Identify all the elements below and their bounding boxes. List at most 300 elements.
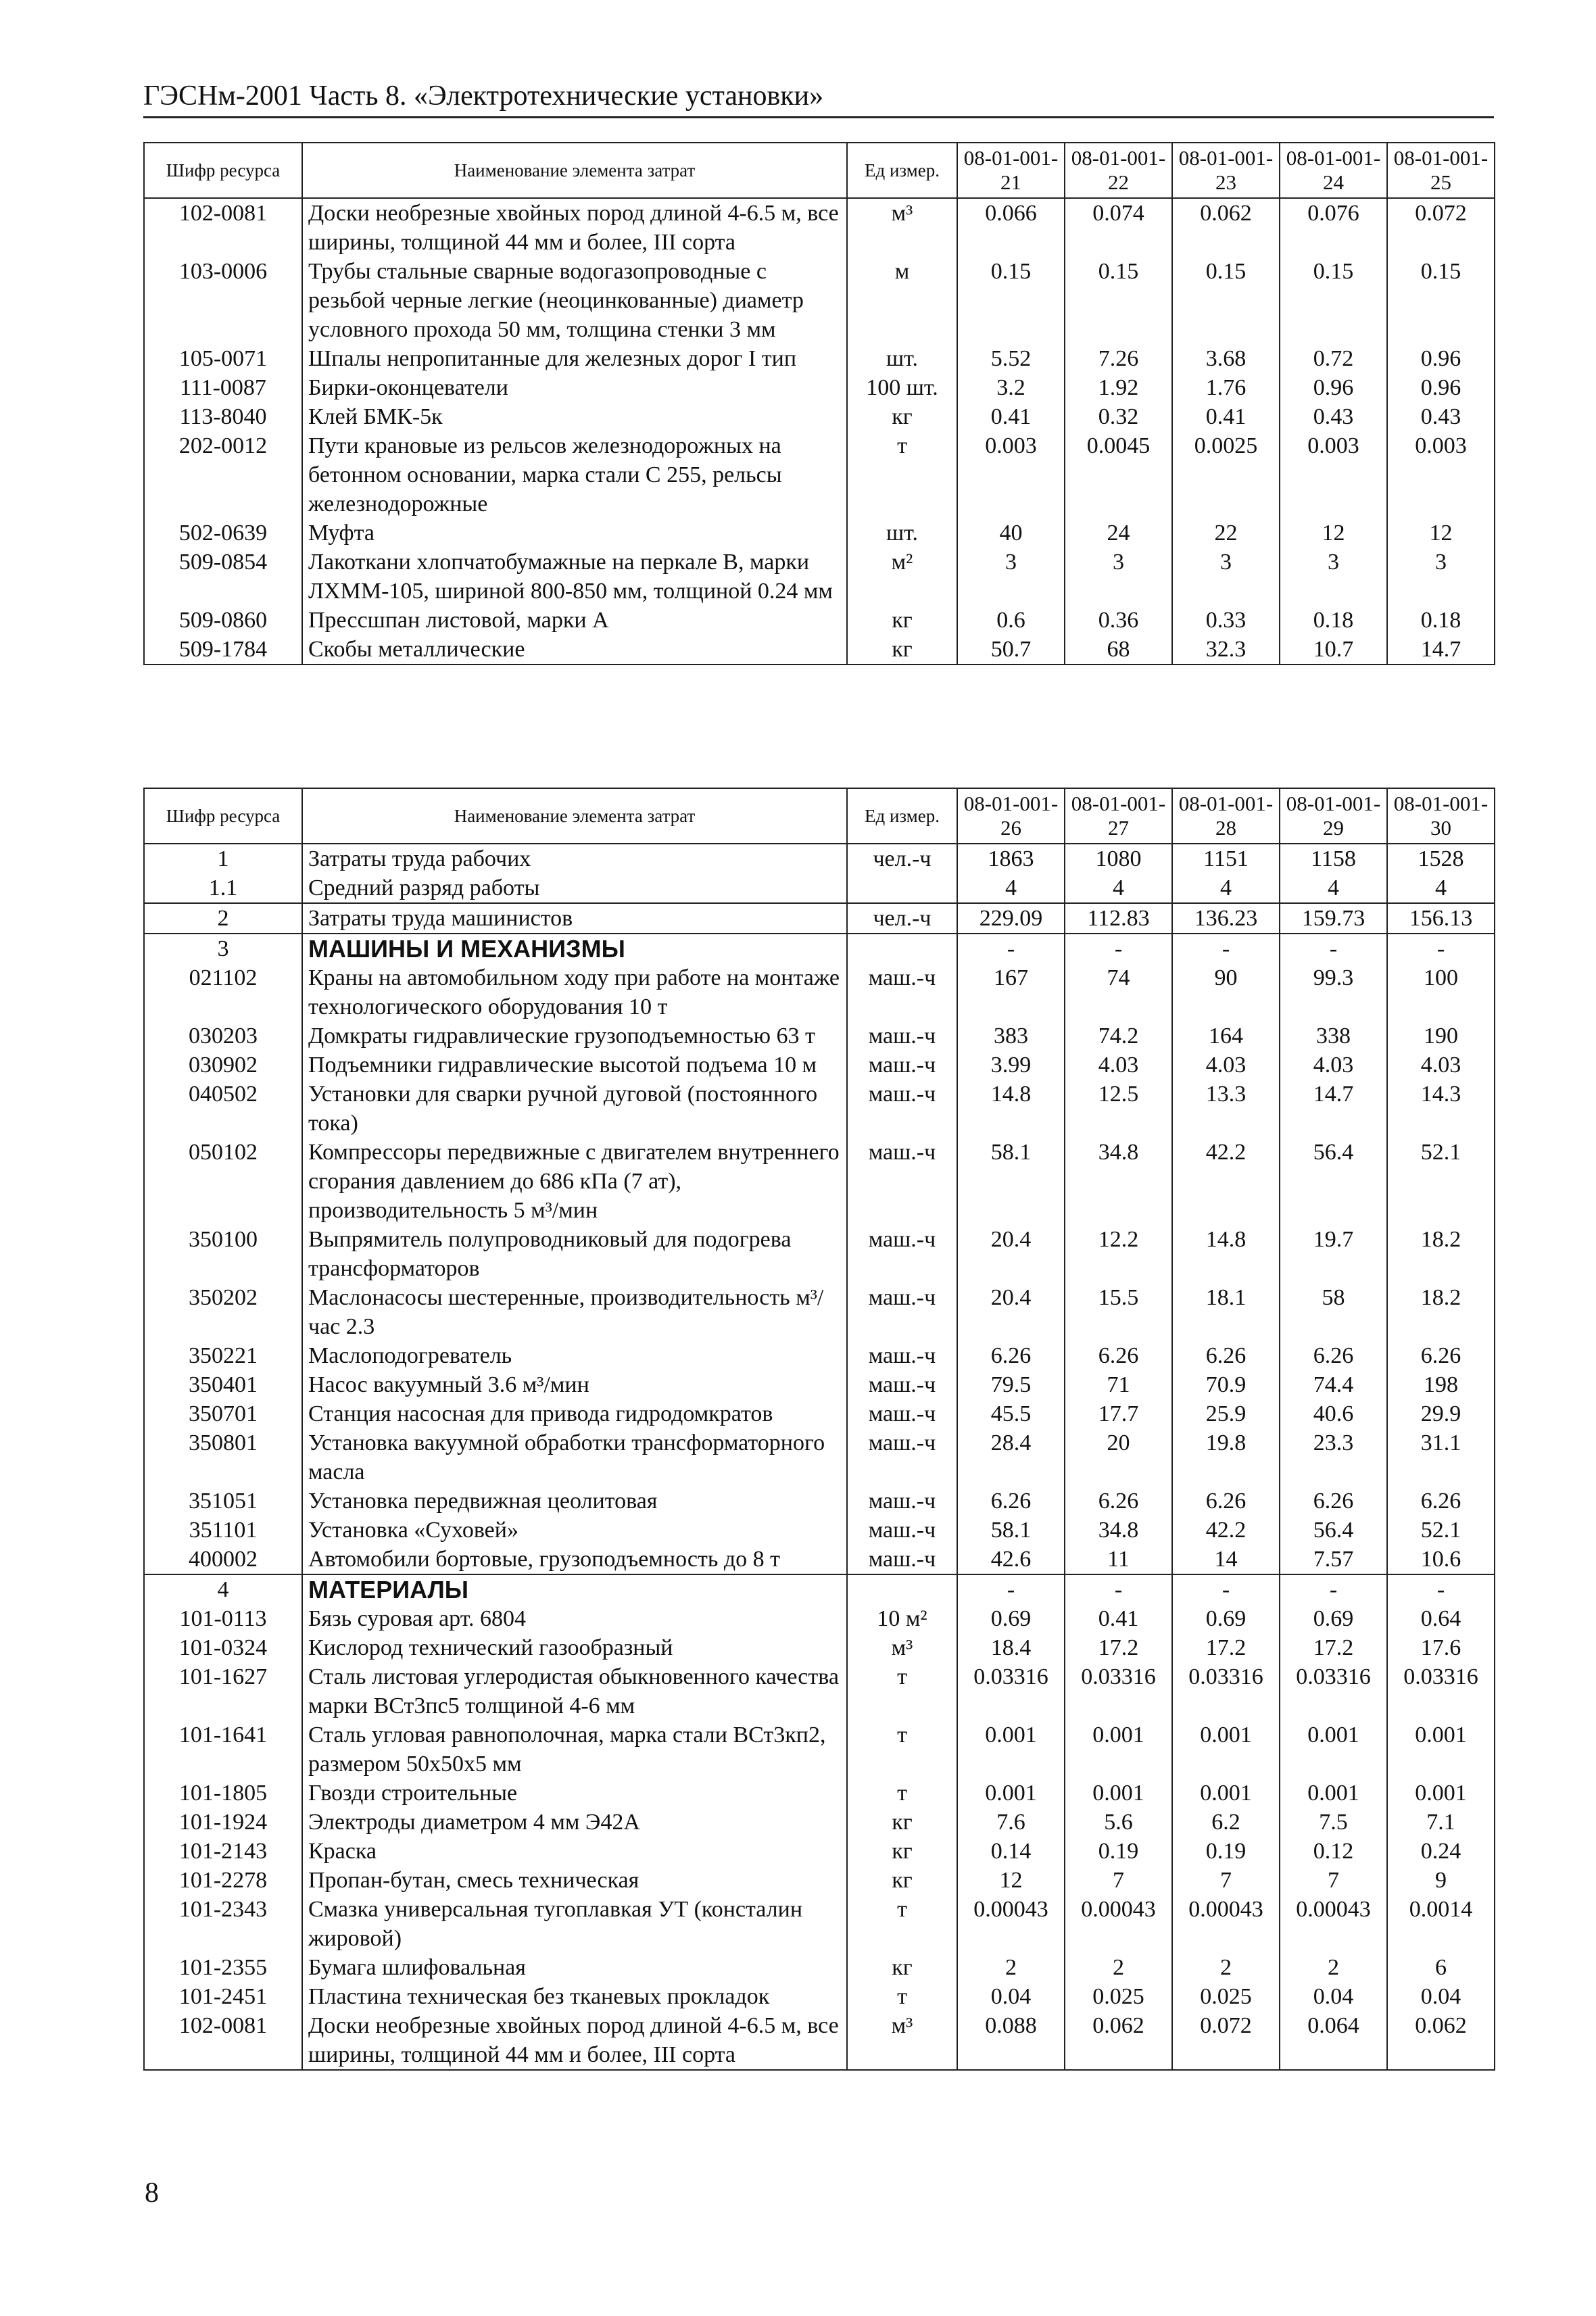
norm-value: 4 <box>957 873 1065 903</box>
resource-code: 202-0012 <box>144 431 302 518</box>
col-header-norm: 08-01-001-27 <box>1065 788 1172 844</box>
norm-value: 0.001 <box>1065 1720 1172 1779</box>
resource-name: Пути крановые из рельсов железнодорожных на бетонном основании, марка стали С 255, рельсы железнодорожные <box>302 431 847 518</box>
table-row <box>144 198 1495 257</box>
norm-value: 0.04 <box>1387 1982 1495 2011</box>
table-row <box>144 1225 1495 1283</box>
norm-value: 0.076 <box>1280 198 1387 257</box>
resource-name: Компрессоры передвижные с двигателем внутреннего сгорания давлением до 686 кПа (7 ат), производительность 5 м³/мин <box>302 1138 847 1225</box>
table-row <box>144 1779 1495 1808</box>
norm-value: 58.1 <box>957 1138 1065 1225</box>
resource-code: 350401 <box>144 1370 302 1399</box>
resource-unit: маш.-ч <box>847 1080 957 1138</box>
norm-value: 22 <box>1172 518 1280 548</box>
norm-value: 1.92 <box>1065 373 1172 402</box>
norm-value: 18.1 <box>1172 1283 1280 1341</box>
resource-name: МАШИНЫ И МЕХАНИЗМЫ <box>302 934 847 963</box>
page-header: ГЭСНм-2001 Часть 8. «Электротехнические установки» <box>143 80 1494 118</box>
resource-name: Автомобили бортовые, грузоподъемность до 8 т <box>302 1545 847 1574</box>
norm-value: 338 <box>1280 1021 1387 1051</box>
norm-value: 0.15 <box>1065 257 1172 344</box>
norm-value: 74.2 <box>1065 1021 1172 1051</box>
norm-value: 0.41 <box>1065 1604 1172 1633</box>
norm-value: 0.04 <box>957 1982 1065 2011</box>
norm-value: 229.09 <box>957 903 1065 934</box>
norm-value: 6.26 <box>1172 1341 1280 1370</box>
norm-value: 4 <box>1172 873 1280 903</box>
table-row <box>144 635 1495 665</box>
norm-value: 0.03316 <box>957 1662 1065 1720</box>
table-row <box>144 1341 1495 1370</box>
norm-value: 198 <box>1387 1370 1495 1399</box>
norm-value: 0.03316 <box>1065 1662 1172 1720</box>
table-row <box>144 963 1495 1021</box>
norm-value: 79.5 <box>957 1370 1065 1399</box>
norm-value: 0.64 <box>1387 1604 1495 1633</box>
norm-value: 7.26 <box>1065 344 1172 373</box>
norm-value: 68 <box>1065 635 1172 665</box>
norm-value: 0.025 <box>1065 1982 1172 2011</box>
norm-value: - <box>957 934 1065 963</box>
resource-unit: м³ <box>847 1633 957 1662</box>
norm-value: 3 <box>957 548 1065 606</box>
resource-name: МАТЕРИАЛЫ <box>302 1574 847 1604</box>
resource-name: Краны на автомобильном ходу при работе на монтаже технологического оборудования 10 т <box>302 963 847 1021</box>
norm-value: 0.15 <box>1387 257 1495 344</box>
norm-value: 2 <box>1172 1953 1280 1982</box>
norm-value: 0.074 <box>1065 198 1172 257</box>
norm-value: 90 <box>1172 963 1280 1021</box>
norm-value: 0.001 <box>1387 1720 1495 1779</box>
norm-value: - <box>1280 1574 1387 1604</box>
resource-name: Сталь листовая углеродистая обыкновенного качества марки ВСт3пс5 толщиной 4-6 мм <box>302 1662 847 1720</box>
norm-value: 32.3 <box>1172 635 1280 665</box>
norm-value: 3 <box>1172 548 1280 606</box>
resource-name: Насос вакуумный 3.6 м³/мин <box>302 1370 847 1399</box>
norm-value: 0.36 <box>1065 606 1172 635</box>
norm-value: 1528 <box>1387 844 1495 873</box>
norm-value: 0.001 <box>1065 1779 1172 1808</box>
norm-value: 31.1 <box>1387 1428 1495 1487</box>
resource-unit: т <box>847 1982 957 2011</box>
norm-value: 167 <box>957 963 1065 1021</box>
norm-value: 0.18 <box>1280 606 1387 635</box>
resource-unit <box>847 873 957 903</box>
resource-name: Маслонасосы шестеренные, производительность м³/час 2.3 <box>302 1283 847 1341</box>
resource-unit: маш.-ч <box>847 1138 957 1225</box>
resource-unit: маш.-ч <box>847 1516 957 1545</box>
resource-name: Установка «Суховей» <box>302 1516 847 1545</box>
resource-unit: маш.-ч <box>847 1487 957 1516</box>
norm-value: 0.001 <box>1280 1720 1387 1779</box>
resource-unit: маш.-ч <box>847 1370 957 1399</box>
norm-value: 0.41 <box>1172 402 1280 431</box>
norm-value: 0.00043 <box>1280 1895 1387 1953</box>
norm-value: 17.6 <box>1387 1633 1495 1662</box>
norm-value: 159.73 <box>1280 903 1387 934</box>
resource-name: Доски необрезные хвойных пород длиной 4-6.5 м, все ширины, толщиной 44 мм и более, III сорта <box>302 198 847 257</box>
resource-name: Муфта <box>302 518 847 548</box>
norm-value: 1151 <box>1172 844 1280 873</box>
col-header-code: Шифр ресурса <box>144 143 302 198</box>
norm-value: 4.03 <box>1065 1051 1172 1080</box>
resource-unit: м³ <box>847 198 957 257</box>
norm-value: 0.15 <box>1280 257 1387 344</box>
resource-unit: маш.-ч <box>847 1341 957 1370</box>
norm-value: 42.2 <box>1172 1516 1280 1545</box>
resource-code: 111-0087 <box>144 373 302 402</box>
resource-code: 509-0860 <box>144 606 302 635</box>
resource-name: Маслоподогреватель <box>302 1341 847 1370</box>
resource-unit: шт. <box>847 344 957 373</box>
norm-value: 0.04 <box>1280 1982 1387 2011</box>
norm-value: 42.2 <box>1172 1138 1280 1225</box>
norm-value: 52.1 <box>1387 1516 1495 1545</box>
norm-value: 383 <box>957 1021 1065 1051</box>
resource-name: Станция насосная для привода гидродомкратов <box>302 1399 847 1428</box>
resource-code: 350202 <box>144 1283 302 1341</box>
norm-value: 17.2 <box>1280 1633 1387 1662</box>
resource-unit: кг <box>847 635 957 665</box>
norm-value: 0.19 <box>1065 1837 1172 1866</box>
col-header-norm: 08-01-001-23 <box>1172 143 1280 198</box>
norm-value: 0.43 <box>1280 402 1387 431</box>
norm-value: 0.03316 <box>1172 1662 1280 1720</box>
norm-value: 0.19 <box>1172 1837 1280 1866</box>
table-row <box>144 1720 1495 1779</box>
col-header-norm: 08-01-001-22 <box>1065 143 1172 198</box>
table-row <box>144 344 1495 373</box>
norm-value: 100 <box>1387 963 1495 1021</box>
norm-value: 6.26 <box>1280 1341 1387 1370</box>
table-header-row <box>144 143 1495 198</box>
col-header-unit: Ед измер. <box>847 143 957 198</box>
resource-unit <box>847 934 957 963</box>
col-header-name: Наименование элемента затрат <box>302 788 847 844</box>
norm-value: - <box>1065 934 1172 963</box>
norm-value: 19.8 <box>1172 1428 1280 1487</box>
norm-value: 0.064 <box>1280 2011 1387 2070</box>
resource-code: 101-1627 <box>144 1662 302 1720</box>
resource-code: 030203 <box>144 1021 302 1051</box>
resource-unit: м² <box>847 548 957 606</box>
norm-value: 0.03316 <box>1280 1662 1387 1720</box>
norm-value: - <box>1172 1574 1280 1604</box>
resource-code: 101-2278 <box>144 1866 302 1895</box>
resource-code: 050102 <box>144 1138 302 1225</box>
resource-unit: маш.-ч <box>847 1283 957 1341</box>
norm-value: 7 <box>1065 1866 1172 1895</box>
table-row <box>144 1808 1495 1837</box>
table-row <box>144 1487 1495 1516</box>
resource-code: 101-2343 <box>144 1895 302 1953</box>
norm-value: 58 <box>1280 1283 1387 1341</box>
norm-value: 40 <box>957 518 1065 548</box>
norm-value: 0.96 <box>1387 344 1495 373</box>
resource-unit: шт. <box>847 518 957 548</box>
norm-value: 12.2 <box>1065 1225 1172 1283</box>
col-header-name: Наименование элемента затрат <box>302 143 847 198</box>
norm-value: 112.83 <box>1065 903 1172 934</box>
resource-unit: кг <box>847 1953 957 1982</box>
resource-unit: маш.-ч <box>847 1428 957 1487</box>
norm-value: 50.7 <box>957 635 1065 665</box>
norm-value: 14.7 <box>1280 1080 1387 1138</box>
norm-value: 12 <box>1387 518 1495 548</box>
table-row <box>144 1428 1495 1487</box>
table-row <box>144 606 1495 635</box>
table-row <box>144 1080 1495 1138</box>
resource-unit: маш.-ч <box>847 963 957 1021</box>
norm-value: 25.9 <box>1172 1399 1280 1428</box>
norm-value: 190 <box>1387 1021 1495 1051</box>
norm-value: 0.003 <box>1387 431 1495 518</box>
resource-table-1 <box>143 142 1495 665</box>
resource-name: Кислород технический газообразный <box>302 1633 847 1662</box>
resource-unit: маш.-ч <box>847 1021 957 1051</box>
table-row <box>144 844 1495 873</box>
norm-value: 20 <box>1065 1428 1172 1487</box>
resource-name: Бирки-оконцеватели <box>302 373 847 402</box>
norm-value: 9 <box>1387 1866 1495 1895</box>
resource-code: 1 <box>144 844 302 873</box>
section-row <box>144 934 1495 963</box>
norm-value: 0.0045 <box>1065 431 1172 518</box>
table-row <box>144 548 1495 606</box>
norm-value: 0.001 <box>957 1720 1065 1779</box>
norm-value: 12 <box>957 1866 1065 1895</box>
norm-value: 4 <box>1387 873 1495 903</box>
norm-value: 0.0014 <box>1387 1895 1495 1953</box>
table-header-row <box>144 788 1495 844</box>
norm-value: 71 <box>1065 1370 1172 1399</box>
norm-value: 6.26 <box>1387 1341 1495 1370</box>
resource-name: Бязь суровая арт. 6804 <box>302 1604 847 1633</box>
norm-value: 0.14 <box>957 1837 1065 1866</box>
norm-value: 0.32 <box>1065 402 1172 431</box>
norm-value: 4.03 <box>1172 1051 1280 1080</box>
resource-code: 351051 <box>144 1487 302 1516</box>
resource-unit: маш.-ч <box>847 1399 957 1428</box>
norm-value: 0.00043 <box>1065 1895 1172 1953</box>
resource-name: Затраты труда машинистов <box>302 903 847 934</box>
resource-code: 101-2451 <box>144 1982 302 2011</box>
norm-value: 34.8 <box>1065 1516 1172 1545</box>
norm-value: 3 <box>1065 548 1172 606</box>
norm-value: 4 <box>1280 873 1387 903</box>
resource-unit: т <box>847 1662 957 1720</box>
table-row <box>144 873 1495 903</box>
norm-value: 0.15 <box>1172 257 1280 344</box>
resource-code: 2 <box>144 903 302 934</box>
resource-unit <box>847 1574 957 1604</box>
norm-value: 0.066 <box>957 198 1065 257</box>
table-row <box>144 431 1495 518</box>
resource-name: Установки для сварки ручной дуговой (постоянного тока) <box>302 1080 847 1138</box>
norm-value: 6.26 <box>957 1487 1065 1516</box>
resource-name: Затраты труда рабочих <box>302 844 847 873</box>
norm-value: 7.5 <box>1280 1808 1387 1837</box>
norm-value: - <box>1065 1574 1172 1604</box>
norm-value: 156.13 <box>1387 903 1495 934</box>
resource-unit: кг <box>847 1837 957 1866</box>
resource-code: 350701 <box>144 1399 302 1428</box>
resource-unit: маш.-ч <box>847 1051 957 1080</box>
resource-name: Шпалы непропитанные для железных дорог I тип <box>302 344 847 373</box>
col-header-norm: 08-01-001-29 <box>1280 788 1387 844</box>
norm-value: 56.4 <box>1280 1138 1387 1225</box>
norm-value: 12.5 <box>1065 1080 1172 1138</box>
resource-name: Выпрямитель полупроводниковый для подогрева трансформаторов <box>302 1225 847 1283</box>
table-row <box>144 1866 1495 1895</box>
table-row <box>144 2011 1495 2070</box>
norm-value: 0.001 <box>1172 1779 1280 1808</box>
norm-value: 13.3 <box>1172 1080 1280 1138</box>
norm-value: 0.072 <box>1172 2011 1280 2070</box>
norm-value: 0.33 <box>1172 606 1280 635</box>
norm-value: 34.8 <box>1065 1138 1172 1225</box>
resource-code: 105-0071 <box>144 344 302 373</box>
norm-value: 70.9 <box>1172 1370 1280 1399</box>
norm-value: 3 <box>1387 548 1495 606</box>
resource-code: 350221 <box>144 1341 302 1370</box>
norm-value: 0.96 <box>1387 373 1495 402</box>
col-header-norm: 08-01-001-28 <box>1172 788 1280 844</box>
resource-code: 351101 <box>144 1516 302 1545</box>
resource-name: Пластина техническая без тканевых прокладок <box>302 1982 847 2011</box>
norm-value: 0.062 <box>1065 2011 1172 2070</box>
page-number: 8 <box>145 2177 159 2209</box>
norm-value: 23.3 <box>1280 1428 1387 1487</box>
norm-value: 164 <box>1172 1021 1280 1051</box>
norm-value: 0.001 <box>1387 1779 1495 1808</box>
norm-value: 17.7 <box>1065 1399 1172 1428</box>
norm-value: 0.072 <box>1387 198 1495 257</box>
resource-unit: м <box>847 257 957 344</box>
norm-value: 7.57 <box>1280 1545 1387 1574</box>
resource-unit: 100 шт. <box>847 373 957 402</box>
norm-value: - <box>1172 934 1280 963</box>
table-row <box>144 1837 1495 1866</box>
norm-value: 6.26 <box>1387 1487 1495 1516</box>
norm-value: 1863 <box>957 844 1065 873</box>
norm-value: 28.4 <box>957 1428 1065 1487</box>
table-row <box>144 1662 1495 1720</box>
col-header-norm: 08-01-001-25 <box>1387 143 1495 198</box>
resource-code: 3 <box>144 934 302 963</box>
resource-code: 030902 <box>144 1051 302 1080</box>
resource-name: Гвозди строительные <box>302 1779 847 1808</box>
norm-value: 0.062 <box>1387 2011 1495 2070</box>
norm-value: 14.7 <box>1387 635 1495 665</box>
norm-value: 6 <box>1387 1953 1495 1982</box>
resource-name: Пропан-бутан, смесь техническая <box>302 1866 847 1895</box>
resource-code: 350801 <box>144 1428 302 1487</box>
norm-value: 18.2 <box>1387 1225 1495 1283</box>
table-row <box>144 518 1495 548</box>
col-header-norm: 08-01-001-30 <box>1387 788 1495 844</box>
resource-unit: кг <box>847 1866 957 1895</box>
col-header-norm: 08-01-001-26 <box>957 788 1065 844</box>
resource-code: 040502 <box>144 1080 302 1138</box>
resource-unit: т <box>847 1720 957 1779</box>
norm-value: 14.3 <box>1387 1080 1495 1138</box>
resource-name: Установка вакуумной обработки трансформаторного масла <box>302 1428 847 1487</box>
norm-value: 29.9 <box>1387 1399 1495 1428</box>
norm-value: 6.26 <box>1280 1487 1387 1516</box>
resource-name: Электроды диаметром 4 мм Э42А <box>302 1808 847 1837</box>
norm-value: 6.26 <box>1065 1341 1172 1370</box>
norm-value: 0.18 <box>1387 606 1495 635</box>
norm-value: 45.5 <box>957 1399 1065 1428</box>
norm-value: 20.4 <box>957 1283 1065 1341</box>
col-header-unit: Ед измер. <box>847 788 957 844</box>
norm-value: 6.26 <box>957 1341 1065 1370</box>
norm-value: 11 <box>1065 1545 1172 1574</box>
norm-value: 74.4 <box>1280 1370 1387 1399</box>
resource-unit: кг <box>847 402 957 431</box>
norm-value: 0.00043 <box>957 1895 1065 1953</box>
col-header-code: Шифр ресурса <box>144 788 302 844</box>
resource-unit: кг <box>847 1808 957 1837</box>
resource-name: Бумага шлифовальная <box>302 1953 847 1982</box>
norm-value: 4.03 <box>1280 1051 1387 1080</box>
resource-unit: т <box>847 431 957 518</box>
resource-code: 101-0324 <box>144 1633 302 1662</box>
norm-value: 0.15 <box>957 257 1065 344</box>
norm-value: 6.26 <box>1065 1487 1172 1516</box>
norm-value: 0.96 <box>1280 373 1387 402</box>
resource-code: 350100 <box>144 1225 302 1283</box>
norm-value: 74 <box>1065 963 1172 1021</box>
resource-unit: м³ <box>847 2011 957 2070</box>
norm-value: 2 <box>1065 1953 1172 1982</box>
norm-value: 0.69 <box>1280 1604 1387 1633</box>
section-row <box>144 1574 1495 1604</box>
resource-unit: чел.-ч <box>847 903 957 934</box>
norm-value: 0.088 <box>957 2011 1065 2070</box>
resource-table-2 <box>143 788 1495 2071</box>
table-row <box>144 903 1495 934</box>
norm-value: 10.7 <box>1280 635 1387 665</box>
norm-value: 0.003 <box>1280 431 1387 518</box>
col-header-norm: 08-01-001-21 <box>957 143 1065 198</box>
norm-value: 3 <box>1280 548 1387 606</box>
norm-value: 3.99 <box>957 1051 1065 1080</box>
resource-name: Клей БМК-5к <box>302 402 847 431</box>
table-row <box>144 1895 1495 1953</box>
table-row <box>144 257 1495 344</box>
norm-value: 17.2 <box>1172 1633 1280 1662</box>
table-row <box>144 1021 1495 1051</box>
resource-unit: т <box>847 1779 957 1808</box>
table-row <box>144 1516 1495 1545</box>
norm-value: 5.52 <box>957 344 1065 373</box>
norm-value: 19.7 <box>1280 1225 1387 1283</box>
norm-value: 1.76 <box>1172 373 1280 402</box>
norm-value: 0.062 <box>1172 198 1280 257</box>
norm-value: 20.4 <box>957 1225 1065 1283</box>
resource-unit: т <box>847 1895 957 1953</box>
resource-name: Доски необрезные хвойных пород длиной 4-6.5 м, все ширины, толщиной 44 мм и более, III сорта <box>302 2011 847 2070</box>
norm-value: 0.00043 <box>1172 1895 1280 1953</box>
resource-unit: чел.-ч <box>847 844 957 873</box>
table-row <box>144 1604 1495 1633</box>
table-row <box>144 402 1495 431</box>
resource-name: Скобы металлические <box>302 635 847 665</box>
norm-value: 0.69 <box>1172 1604 1280 1633</box>
norm-value: 42.6 <box>957 1545 1065 1574</box>
